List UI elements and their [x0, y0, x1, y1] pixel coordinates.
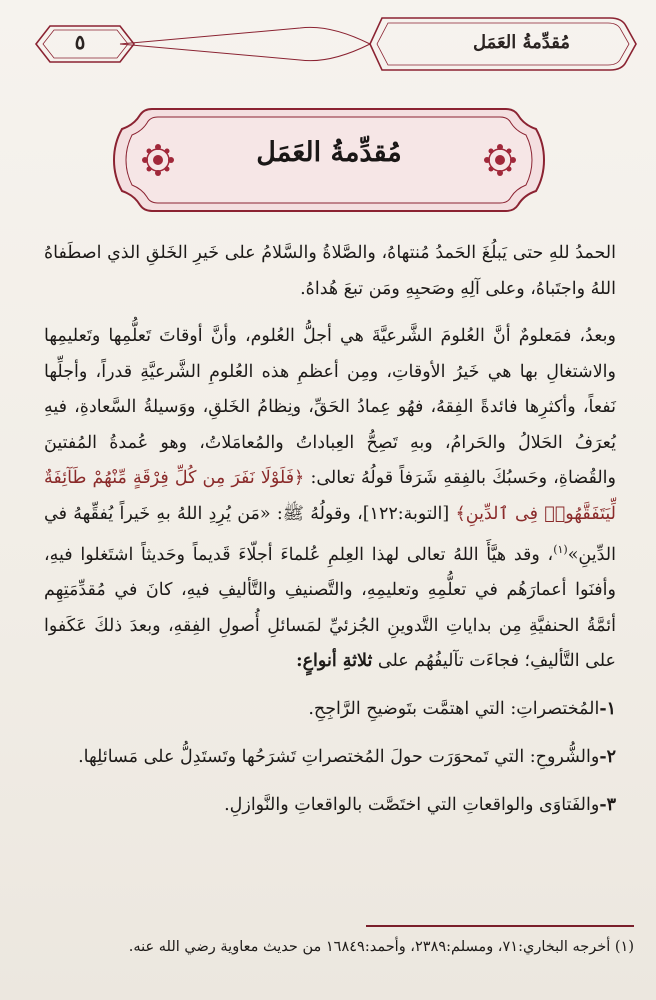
list-item-text: والفَتاوَى والواقعاتِ التي اختَصَّت بالواقعاتِ والنَّوازلِ. [224, 794, 600, 815]
list-item-number: ٢- [599, 746, 616, 767]
footnote-marker[interactable]: (١) [553, 543, 568, 556]
list-item [44, 740, 616, 774]
running-title: مُقدِّمةُ العَمَل [473, 32, 570, 53]
list-item [44, 692, 616, 726]
main-text [44, 236, 616, 836]
list-item-number: ١- [599, 698, 616, 719]
list-item-text: والشُّروحِ: التي تَمحوَرَت حولَ المُختصراتِ تَشرَحُها وتَستَدِلُّ على مَسائلِها. [78, 746, 600, 767]
footnote: (١) أخرجه البخاري:٧١، ومسلم:٢٣٨٩، وأحمد:١٦٨٤٩ من حديث معاوية رضي الله عنه. [128, 939, 634, 955]
chapter-title: مُقدِّمةُ العَمَل [256, 137, 402, 168]
verse-reference: [التوبة:١٢٢] [362, 503, 450, 524]
paragraph-2 [44, 319, 616, 680]
paragraph-2-part-1: وبعدُ، فمَعلومٌ أنَّ العُلومَ الشَّرعيَّةَ هي أجلُّ العُلوم، وأنَّ أوقاتَ تَعلُّمِها وتَعليمِها والاشتغالِ بها هي خَيرُ الأوقاتِ، ومِن أعظمِ هذه العُلومِ الشَّرعيَّةِ قدراً، وأجلِّها نَفعاً، وأكثرِها فائدةً الفِقهُ، فهُو عِمادُ الحَقِّ، ونِظامُ الخَلقِ، ووَسيلةُ السَّعادةِ، فيهِ يُعرَفُ الحَلالُ والحَرامُ، وبهِ تَصِحُّ العِباداتُ والمُعامَلاتُ، وهو عُمدةُ المُفتينَ والقُضاةِ، وحَسبُكَ بالفِقهِ شَرَفاً قولُهُ تعالى: [44, 326, 616, 488]
footnote-divider [366, 925, 634, 927]
quran-verse: ﴿فَلَوْلَا نَفَرَ مِن كُلِّ فِرْقَةٍ مِّنْهُمْ طَآئِفَةٌ لِّيَتَفَقَّهُوا۟ فِى ٱلدِّينِ﴾ [44, 468, 616, 524]
list-item [44, 788, 616, 822]
running-header [10, 8, 650, 80]
chapter-banner [112, 103, 546, 217]
paragraph-2-bold: ثلاثةِ أنواعٍ: [296, 651, 373, 672]
page-number: ٥ [74, 30, 86, 54]
paragraph-2-part-2: ، وقولُهُ ﷺ: «مَن يُرِدِ اللهُ بهِ خَيراً يُفقِّههُ في الدِّينِ» [44, 503, 616, 565]
list-item-text: المُختصراتِ: التي اهتمَّت بتَوضيحِ الرَّاجِحِ. [308, 698, 600, 719]
paragraph-2-part-3: ، وقد هيَّأَ اللهُ تعالى لهذا العِلمِ عُلماءَ أجلّاءَ قَديماً وحَديثاً اشتَغلوا فيهِ، وأفنَوا أعمارَهُم في تعلُّمِهِ وتعليمِهِ، والتَّصنيفِ والتَّأليفِ فيهِ، كانَ في مُقدِّمَتِهِم أئمَّةُ الحنفيَّةِ مِن بداياتِ التَّدوينِ الجُزئيِّ لمَسائلِ أُصولِ الفِقهِ، وبعدَ ذلكَ عَكَفوا على التَّأليفِ؛ فجاءَت تآليفُهُم على [44, 544, 616, 672]
paragraph-1: الحمدُ للهِ حتى يَبلُغَ الحَمدُ مُنتهاهُ، والصَّلاةُ والسَّلامُ على خَيرِ الخَلقِ الذي اصطَفاهُ اللهُ واجتَباهُ، وعلى آلِهِ وصَحبِهِ ومَن تبعَ هُداهُ. [44, 243, 616, 299]
list-item-number: ٣- [599, 794, 616, 815]
types-list [44, 692, 616, 822]
